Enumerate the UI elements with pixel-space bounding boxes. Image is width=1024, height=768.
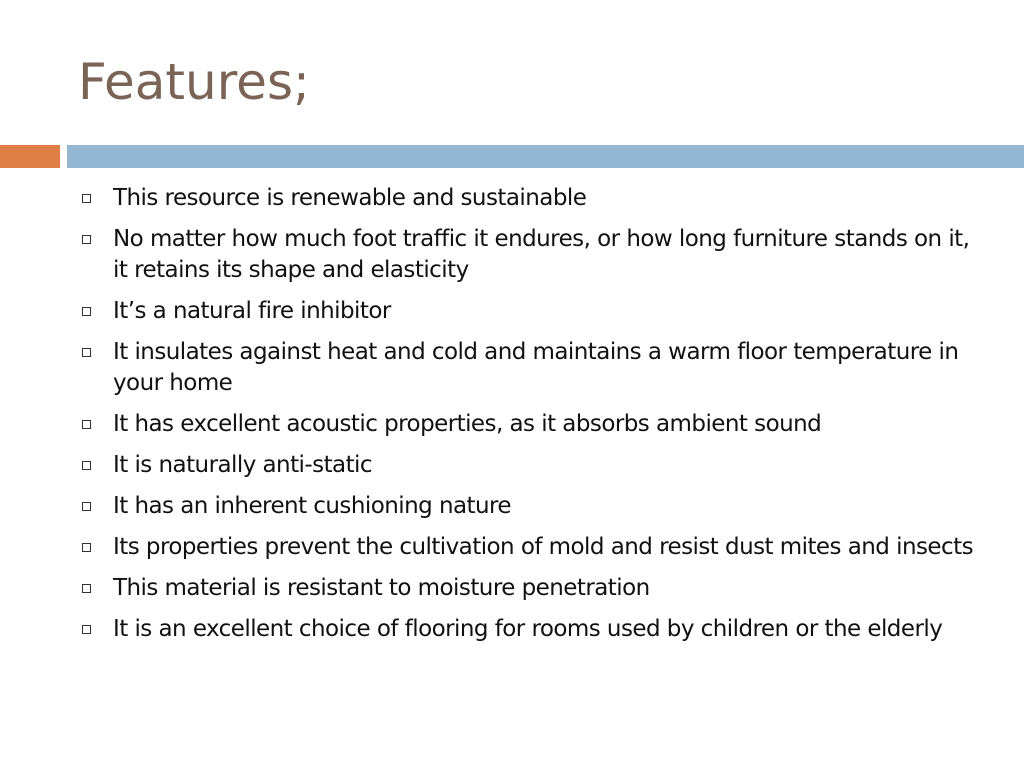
list-item xyxy=(80,296,980,327)
bullet-text: It’s a natural fire inhibitor xyxy=(113,298,391,324)
bullet-text: It has an inherent cushioning nature xyxy=(113,493,512,519)
bullet-text: No matter how much foot traffic it endures, or how long furniture stands on it, it retains its shape and elasticity xyxy=(113,226,970,283)
list-item xyxy=(80,337,980,399)
square-bullet-icon xyxy=(82,420,91,429)
bullet-text: It insulates against heat and cold and maintains a warm floor temperature in your home xyxy=(113,339,959,396)
square-bullet-icon xyxy=(82,625,91,634)
square-bullet-icon xyxy=(82,543,91,552)
square-bullet-icon xyxy=(82,584,91,593)
bullet-text: Its properties prevent the cultivation of mold and resist dust mites and insects xyxy=(113,534,973,560)
list-item xyxy=(80,573,980,604)
square-bullet-icon xyxy=(82,235,91,244)
bullet-text: This material is resistant to moisture penetration xyxy=(113,575,650,601)
bullet-text: It is an excellent choice of flooring for rooms used by children or the elderly xyxy=(113,616,943,642)
square-bullet-icon xyxy=(82,307,91,316)
square-bullet-icon xyxy=(82,194,91,203)
list-item xyxy=(80,183,980,214)
bullet-text: It is naturally anti-static xyxy=(113,452,372,478)
slide-title: Features; xyxy=(78,53,310,111)
square-bullet-icon xyxy=(82,461,91,470)
bullet-text: It has excellent acoustic properties, as it absorbs ambient sound xyxy=(113,411,822,437)
list-item xyxy=(80,409,980,440)
list-item xyxy=(80,491,980,522)
square-bullet-icon xyxy=(82,348,91,357)
title-rule-bar xyxy=(67,145,1024,168)
bullet-text: This resource is renewable and sustainable xyxy=(113,185,587,211)
accent-bar xyxy=(0,145,60,168)
list-item xyxy=(80,614,980,645)
list-item xyxy=(80,224,980,286)
list-item xyxy=(80,532,980,563)
square-bullet-icon xyxy=(82,502,91,511)
bullet-list xyxy=(80,183,980,655)
list-item xyxy=(80,450,980,481)
